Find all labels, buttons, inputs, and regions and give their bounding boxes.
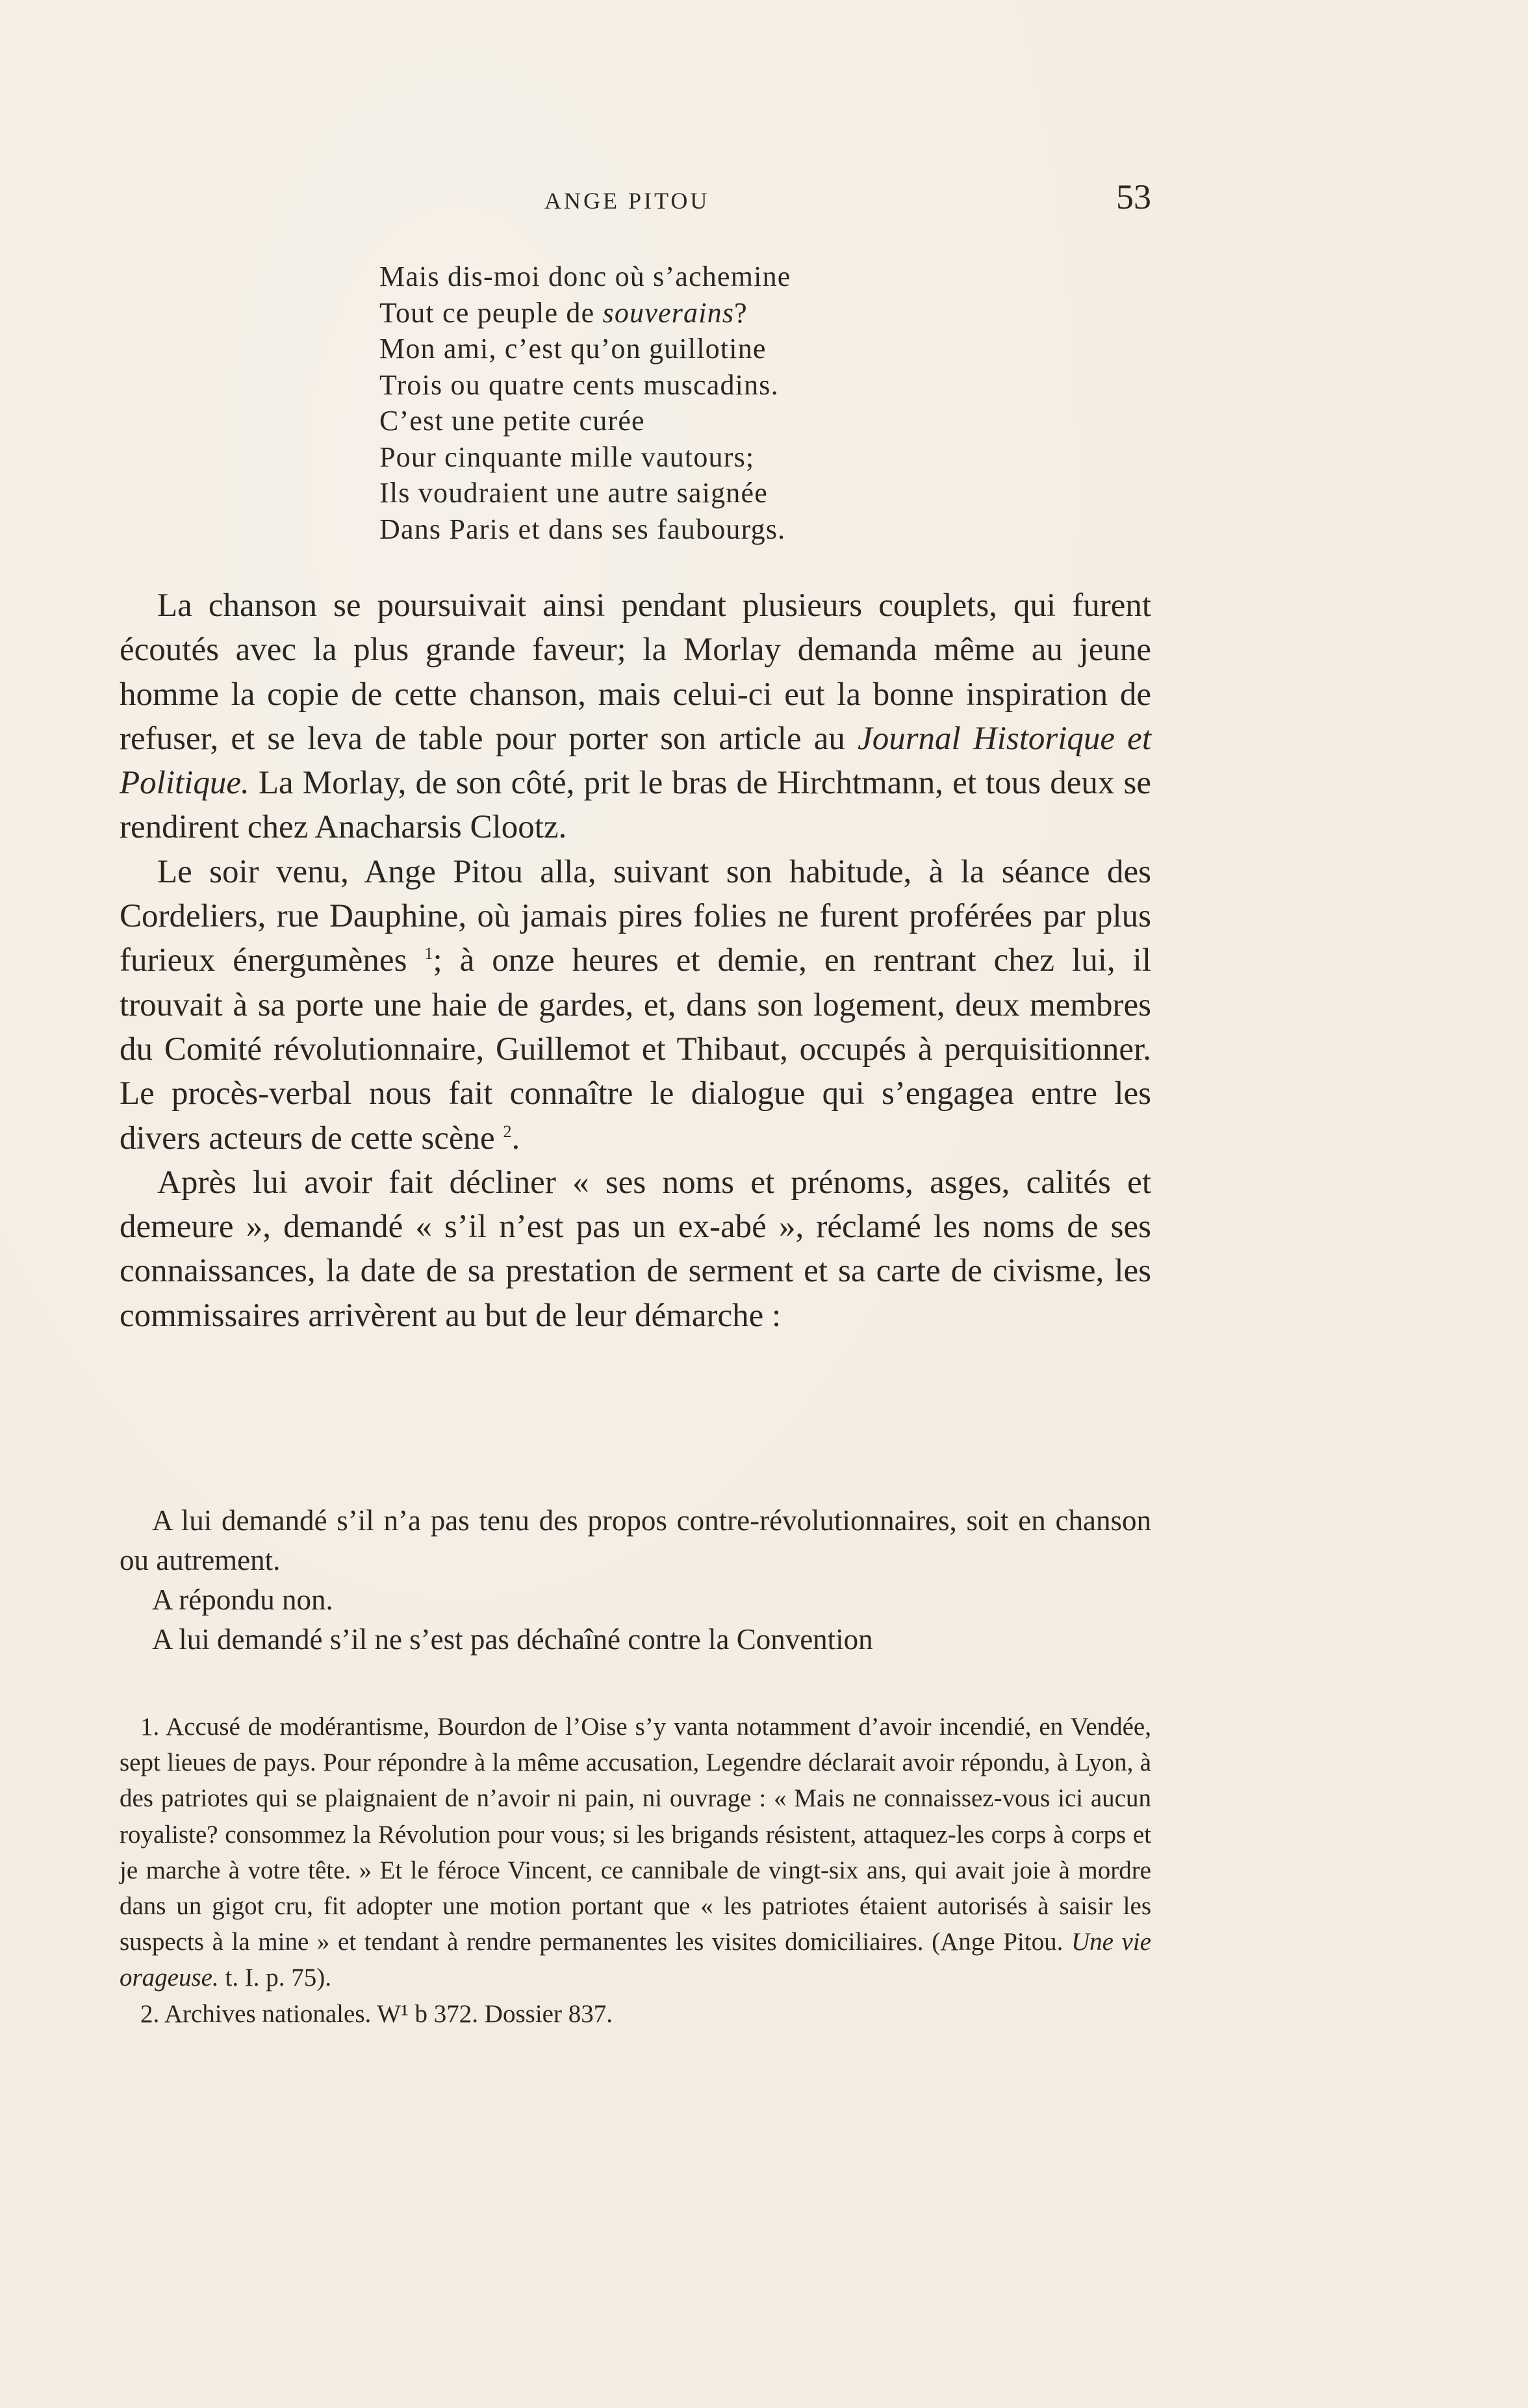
paragraph-text: Le soir venu, Ange Pitou alla, suivant son habitude, à la séance des Cordeliers, rue Dauphine, où jamais pires folies ne furent proférées par plus furieux énergumènes — [120, 853, 1151, 979]
footnote-ref-2[interactable]: 2 — [503, 1121, 512, 1141]
footnote-2 — [120, 1996, 1151, 2032]
verse-line: Mais dis-moi donc où s’achemine — [379, 261, 791, 292]
paragraph-text: La chanson se poursuivait ainsi pendant plusieurs couplets, qui furent écoutés avec la plus grande faveur; la Morlay demanda même au jeune homme la copie de cette chanson, mais celui-ci eut la bonne inspiration de refuser, et se leva de table pour porter son article au — [120, 587, 1151, 757]
page-number: 53 — [1116, 177, 1151, 216]
quote-line: A répondu non. — [152, 1583, 333, 1616]
footnote-text: Accusé de modérantisme, Bourdon de l’Oise s’y vanta notamment d’avoir incendié, en Vendée, sept lieues de pays. Pour répondre à la même accusation, Legendre déclarait avoir répondu, à Lyon, à des patriotes qui se plaignaient de n’avoir ni pain, ni ouvrage : « Mais ne connaissez-vous ici aucun royaliste? consommez la Révolution pour vous; si les brigands résistent, attaquez-les corps à corps et je marche à votre tête. » Et le féroce Vincent, ce cannibale de vingt-six ans, qui avait joie à mordre dans un gigot cru, fit adopter une motion portant que « les patriotes étaient autorisés à saisir les suspects à la mine » et tendant à rendre permanentes les visites domiciliaires. (Ange Pitou. — [120, 1713, 1151, 1956]
main-text — [120, 583, 1151, 1338]
paragraph-soir — [120, 850, 1151, 1160]
verse-italic-word: souverains — [602, 296, 735, 329]
paragraph-text: La Morlay, de son côté, prit le bras de Hirchtmann, et tous deux se rendirent chez Anacharsis Clootz. — [120, 765, 1151, 846]
footnote-number: 1. — [140, 1713, 160, 1741]
footnote-text: Archives nationales. W¹ b 372. Dossier 837. — [159, 1999, 613, 2028]
verse-line: C’est une petite curée — [379, 405, 645, 437]
paragraph-chanson — [120, 583, 1151, 850]
verse-line — [379, 295, 873, 331]
paragraph-text: . — [511, 1120, 520, 1157]
footnote-number: 2. — [140, 1999, 160, 2028]
footnote-1 — [120, 1709, 1151, 1996]
verse-line: Mon ami, c’est qu’on guillotine — [379, 333, 767, 365]
paragraph-text: ; à onze heures et demie, en rentrant chez lui, il trouvait à sa porte une haie de gardes, et, dans son logement, deux membres du Comité révolutionnaire, Guillemot et Thibaut, occupés à perquisitionner. Le procès-verbal nous fait connaître le dialogue qui s’engagea entre les divers acteurs de cette scène — [120, 942, 1151, 1157]
quote-line: A lui demandé s’il ne s’est pas déchaîné contre la Convention — [152, 1623, 873, 1656]
interrogation-quote — [120, 1501, 1151, 1659]
journal-title: Journal Historique et Politique. — [120, 720, 1151, 802]
verse-line: Pour cinquante mille vautours; — [379, 441, 755, 473]
verse-line: Dans Paris et dans ses faubourgs. — [379, 513, 786, 545]
running-head: ANGE PITOU — [544, 188, 710, 214]
footnotes — [120, 1709, 1151, 2032]
book-title: Une vie orageuse. — [120, 1928, 1151, 1992]
song-verse — [379, 259, 873, 547]
paragraph-apres: Après lui avoir fait décliner « ses noms et prénoms, asges, calités et demeure », demandé « s’il n’est pas un ex-abé », réclamé les noms de ses connaissances, la date de sa prestation de serment et sa carte de civisme, les commissaires arrivèrent au but de leur démarche : — [120, 1164, 1151, 1334]
footnote-ref-1[interactable]: 1 — [424, 944, 433, 964]
verse-line: Trois ou quatre cents muscadins. — [379, 368, 779, 401]
quote-line: A lui demandé s’il n’a pas tenu des propos contre-révolutionnaires, soit en chanson ou autrement. — [120, 1504, 1151, 1576]
verse-line: Ils voudraient une autre saignée — [379, 477, 768, 509]
footnote-text: t. I. p. 75). — [218, 1964, 332, 1992]
verse-line-text: Tout ce peuple de souverains? — [379, 296, 748, 329]
